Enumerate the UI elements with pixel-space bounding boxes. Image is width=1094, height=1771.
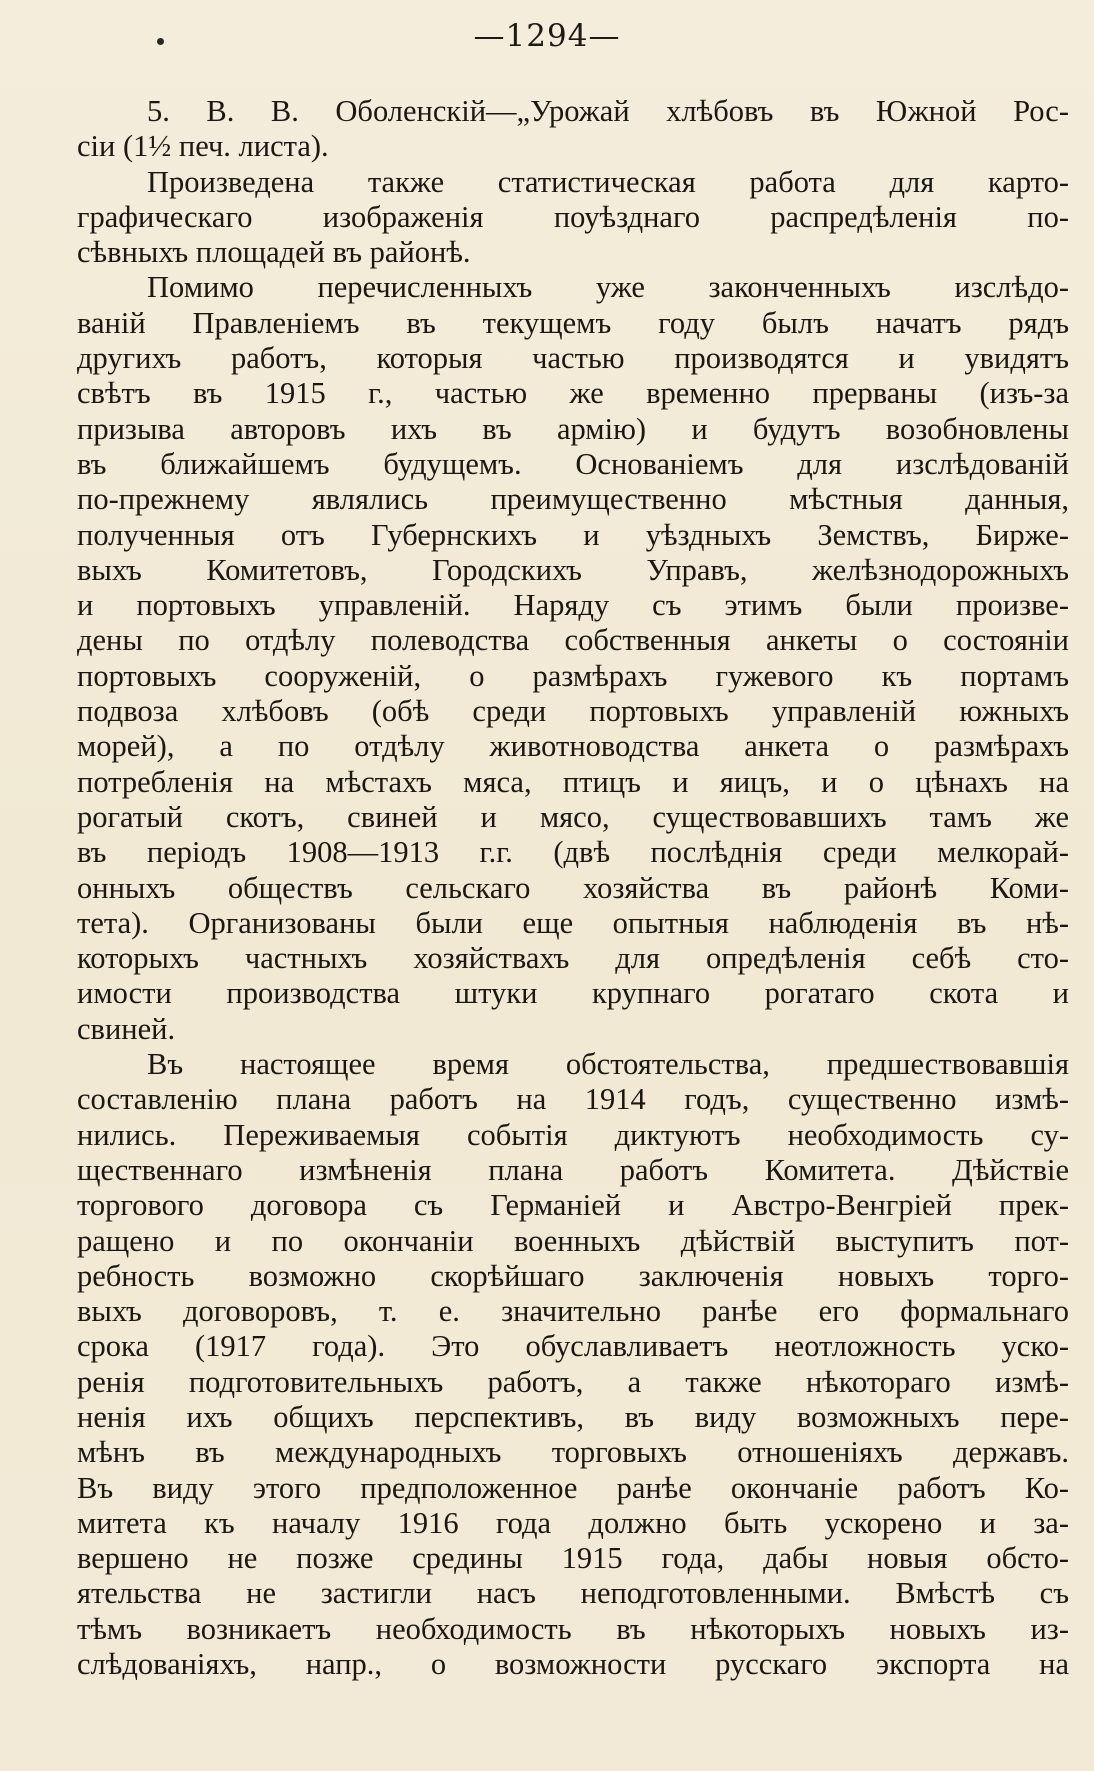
text-line: призыва авторовъ ихъ въ армію) и будутъ возобновлены (77, 411, 1069, 446)
text-line: вершено не позже средины 1915 года, дабы новыя обсто- (77, 1541, 1069, 1576)
text-line: ращено и по окончаніи военныхъ дѣйствій выступитъ пот- (77, 1223, 1069, 1258)
text-line: подвоза хлѣбовъ (обѣ среди портовыхъ управленій южныхъ (77, 694, 1069, 729)
text-line: слѣдованіяхъ, напр., о возможности русскаго экспорта на (77, 1647, 1069, 1682)
text-line: щественнаго измѣненія плана работъ Комитета. Дѣйствіе (77, 1152, 1069, 1187)
text-line: сѣвныхъ площадей въ районѣ. (77, 235, 471, 270)
text-line: морей), а по отдѣлу животноводства анкета о размѣрахъ (77, 729, 1069, 764)
text-line: сіи (1½ печ. листа). (77, 129, 329, 164)
text-line: портовыхъ сооруженій, о размѣрахъ гужевого къ портамъ (77, 658, 1069, 693)
text-line: ренія подготовительныхъ работъ, а также нѣкотораго измѣ- (77, 1364, 1069, 1399)
text-line: потребленія на мѣстахъ мяса, птицъ и яицъ, и о цѣнахъ на (77, 764, 1069, 799)
text-line: полученныя отъ Губернскихъ и уѣздныхъ Земствъ, Бирже- (77, 517, 1069, 552)
text-line: ребность возможно скорѣйшаго заключенія новыхъ торго- (77, 1258, 1069, 1293)
text-line: тѣмъ возникаетъ необходимость въ нѣкоторыхъ новыхъ из- (77, 1611, 1069, 1646)
text-line: рогатый скотъ, свиней и мясо, существовавшихъ тамъ же (77, 799, 1069, 834)
text-line: въ періодъ 1908—1913 г.г. (двѣ послѣднія среди мелкорай- (77, 835, 1069, 870)
text-line: по-прежнему являлись преимущественно мѣстныя данныя, (77, 482, 1069, 517)
text-line: торгового договора съ Германіей и Австро-Венгріей прек- (77, 1188, 1069, 1223)
text-line: которыхъ частныхъ хозяйствахъ для опредѣленія себѣ сто- (77, 941, 1069, 976)
text-line: графическаго изображенія поуѣзднаго распредѣленія по- (77, 199, 1069, 234)
text-line: мѣнъ въ международныхъ торговыхъ отношеніяхъ державъ. (77, 1435, 1069, 1470)
text-line: имости производства штуки крупнаго рогатаго скота и (77, 976, 1069, 1011)
text-line: Произведена также статистическая работа для карто- (147, 164, 1069, 199)
text-line: ятельства не застигли насъ неподготовленными. Вмѣстѣ съ (77, 1576, 1069, 1611)
text-line: тета). Организованы были еще опытныя наблюденія въ нѣ- (77, 905, 1069, 940)
text-line: свѣтъ въ 1915 г., частью же временно прерваны (изъ-за (77, 376, 1069, 411)
text-line: и портовыхъ управленій. Наряду съ этимъ были произве- (77, 588, 1069, 623)
text-line: Въ виду этого предположенное ранѣе окончаніе работъ Ко- (77, 1470, 1069, 1505)
text-line: въ ближайшемъ будущемъ. Основаніемъ для изслѣдованій (77, 446, 1069, 481)
text-line: Помимо перечисленныхъ уже законченныхъ изслѣдо- (147, 270, 1069, 305)
text-line: Въ настоящее время обстоятельства, предшествовавшія (147, 1047, 1069, 1082)
text-line: ненія ихъ общихъ перспективъ, въ виду возможныхъ пере- (77, 1399, 1069, 1434)
text-line: выхъ договоровъ, т. е. значительно ранѣе его формальнаго (77, 1294, 1069, 1329)
text-line: 5. В. В. Оболенскій—„Урожай хлѣбовъ въ Южной Рос- (147, 94, 1069, 128)
text-line: другихъ работъ, которыя частью производятся и увидятъ (77, 341, 1069, 376)
text-line: онныхъ обществъ сельскаго хозяйства въ районѣ Коми- (77, 870, 1069, 905)
page-number: —1294— (473, 18, 621, 54)
text-line: свиней. (77, 1011, 176, 1046)
text-line: митета къ началу 1916 года должно быть ускорено и за- (77, 1505, 1069, 1540)
text-line: выхъ Комитетовъ, Городскихъ Управъ, желѣзнодорожныхъ (77, 552, 1069, 587)
text-line: дены по отдѣлу полеводства собственныя анкеты о состояніи (77, 623, 1069, 658)
text-line: срока (1917 года). Это обуславливаетъ неотложность уско- (77, 1329, 1069, 1364)
text-line: нились. Переживаемыя событія диктуютъ необходимость су- (77, 1117, 1069, 1152)
text-line: составленію плана работъ на 1914 годъ, существенно измѣ- (77, 1082, 1069, 1117)
text-line: ваній Правленіемъ въ текущемъ году былъ начатъ рядъ (77, 305, 1069, 340)
body-text (77, 94, 1069, 1682)
